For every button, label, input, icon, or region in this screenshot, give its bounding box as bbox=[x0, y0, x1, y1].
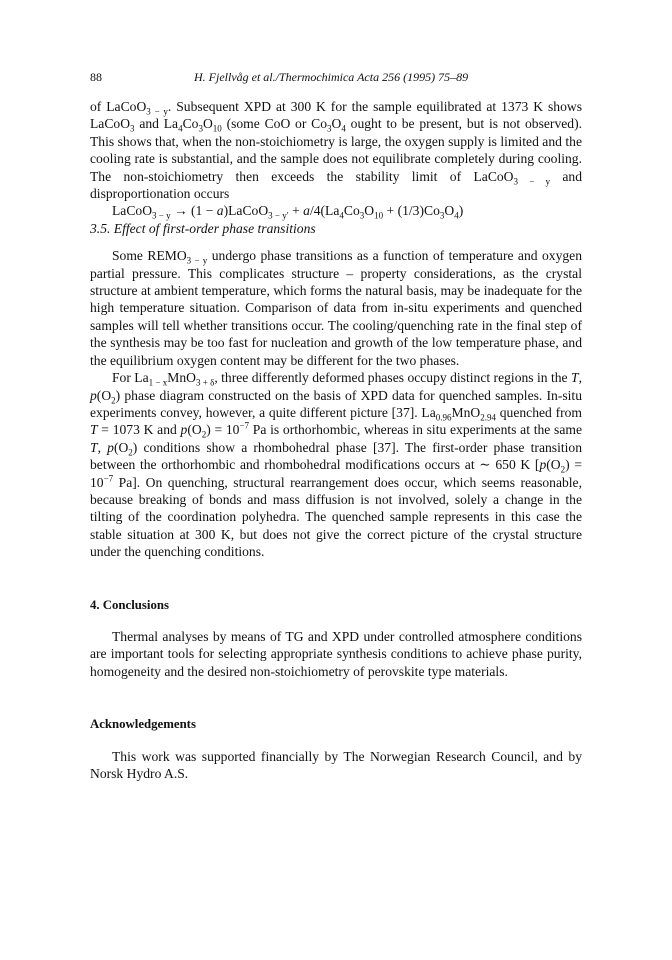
section-4-heading: 4. Conclusions bbox=[90, 597, 169, 612]
article-body bbox=[90, 98, 582, 782]
acknowledgements-heading: Acknowledgements bbox=[90, 717, 196, 732]
running-head: H. Fjellvåg et al./Thermochimica Acta 256 (1995) 75–89 bbox=[194, 70, 469, 84]
section-3-5-heading: 3.5. Effect of first-order phase transitions bbox=[90, 220, 316, 236]
page-number: 88 bbox=[90, 70, 102, 84]
acknowledgements-paragraph: This work was supported financially by The Norwegian Research Council, and by Norsk Hydro A.S. bbox=[90, 748, 582, 781]
section-3-5-paragraph-1: Some $REMO_{3 - y}$ undergo phase transitions as a function of temperature and oxygen partial pressure. This complicates structure – property considerations, as the crystal structure at ambient temperature, which forms the natural basis, may be inadequate for the high temperature situation. Comparison of data from in-situ experiments and quenched samples will tell whether transitions occur. The cooling/quenching rate in the final step of the synthesis may be too fast for nucleation and growth of the low temperature phase, and the equilibrium oxygen content may be different for the two phases. bbox=[90, 248, 582, 368]
section-3-5-paragraph-2: For $La_{1 - x}MnO_{3 + \delta}$, three differently deformed phases occupy distinct regions in the T, $p(O_2)$ phase diagram constructed on the basis of XPD data for quenched samples. In-situ experiments convey, however, a quite different picture [37]. $La_{0.96}MnO_{2.94}$ quenched from T = 1073 K and $p(O_2) = 10^{-7}$ Pa is orthorhombic, whereas in situ experiments at the same T, $p(O_2)$ conditions show a rhombohedral phase [37]. The first-order phase transition between the orthorhombic and rhombohedral modifications occurs at ∼ 650 K [$p(O_2) = 10^{-7}$ Pa]. On quenching, structural rearrangement does occur, which seems reasonable, because breaking of bonds and mass diffusion is not involved, solely a change in the tilting of the coordination polyhedra. The quenched sample represents in this case the stable situation at 300 K, but does not give the correct picture of the crystal structure under the quenching conditions. bbox=[90, 370, 583, 560]
continuation-paragraph: of LaCoO$_{3 - y}$. Subsequent XPD at 300 K for the sample equilibrated at 1373 K shows LaCoO$_3$ and $La_4Co_3O_{10}$ (some CoO or $Co_3O_4$ ought to be present, but is not observed). This shows that, when the non-stoichiometry is large, the oxygen supply is limited and the cooling rate is substantial, and the sample does not equilibrate completely during cooling. The non-stoichiometry then exceeds the stability limit of LaCoO$_{3 - y}$ and disproportionation occurs bbox=[90, 99, 582, 202]
conclusions-paragraph: Thermal analyses by means of TG and XPD under controlled atmosphere conditions are important tools for selecting appropriate synthesis conditions to achieve phase purity, homogeneity and the desired non-stoichiometry of perovskite type materials. bbox=[90, 628, 582, 679]
disproportionation-equation: LaCoO$_{3 - y}$ → (1 − a)LaCoO$_{3 - y'}$ + $a/4(La_4Co_3O_{10} + (1/3)Co_3O_4)$ bbox=[112, 203, 464, 222]
